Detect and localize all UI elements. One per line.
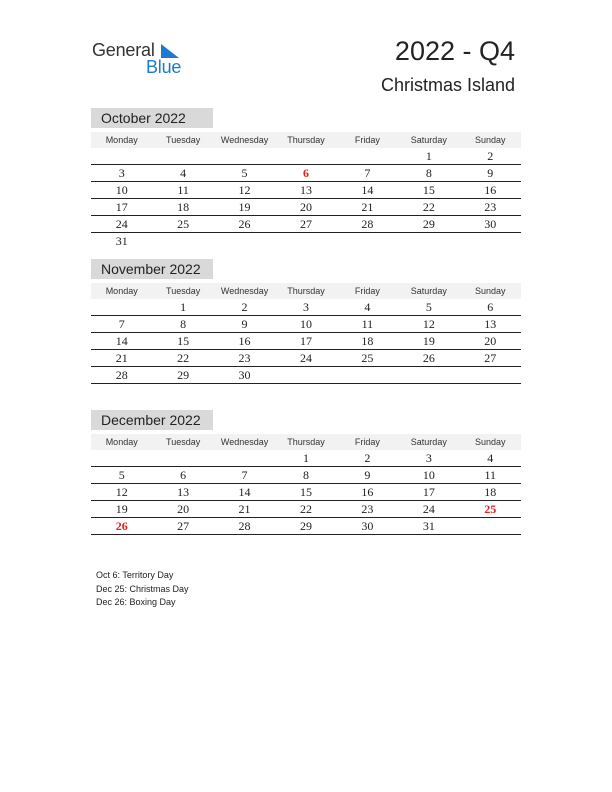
- day-cell: 2: [364, 451, 371, 465]
- day-cell: 30: [238, 368, 251, 382]
- day-cell: 25: [361, 351, 374, 365]
- day-cell: 5: [425, 300, 432, 314]
- day-cell: 7: [241, 468, 248, 482]
- week-row: [91, 333, 521, 350]
- day-cell: [152, 450, 213, 466]
- weekday-label: Saturday: [410, 135, 447, 145]
- day-cell: 8: [180, 317, 187, 331]
- day-cell: 21: [115, 351, 128, 365]
- day-cell: 18: [177, 200, 190, 214]
- week-row: [91, 299, 521, 316]
- day-cell: 27: [177, 519, 190, 533]
- day-cell: 22: [422, 200, 435, 214]
- day-cell: 14: [361, 183, 374, 197]
- day-cell: 24: [115, 217, 128, 231]
- week-row: [91, 148, 521, 165]
- day-cell: 9: [364, 468, 371, 482]
- weekday-label: Monday: [105, 286, 138, 296]
- weekday-label: Saturday: [410, 286, 447, 296]
- day-cell: [460, 233, 521, 249]
- day-cell: 26: [238, 217, 251, 231]
- weekday-label: Sunday: [474, 286, 506, 296]
- day-cell: 13: [484, 317, 497, 331]
- day-cell: 3: [302, 300, 309, 314]
- day-cell: [398, 367, 459, 383]
- weekday-label: Monday: [105, 437, 138, 447]
- day-cell: 19: [422, 334, 435, 348]
- holiday-day-cell: 25: [484, 502, 497, 516]
- weekday-header-row: [91, 283, 521, 299]
- week-row: [91, 367, 521, 384]
- day-cell: 16: [238, 334, 251, 348]
- day-cell: 29: [422, 217, 435, 231]
- logo-blue-text: Blue: [146, 57, 182, 77]
- day-cell: [337, 367, 398, 383]
- day-cell: 21: [238, 502, 251, 516]
- page-title: 2022 - Q4: [394, 36, 515, 66]
- day-cell: [152, 148, 213, 164]
- month-october: [91, 108, 521, 249]
- day-cell: 15: [422, 183, 435, 197]
- holiday-note: Dec 25: Christmas Day: [96, 583, 189, 594]
- month-december: [91, 410, 521, 535]
- day-cell: 9: [487, 166, 494, 180]
- day-cell: 24: [422, 502, 435, 516]
- day-cell: [275, 367, 336, 383]
- holiday-day-cell: 6: [302, 166, 309, 180]
- day-cell: 14: [115, 334, 128, 348]
- day-cell: 18: [361, 334, 374, 348]
- day-cell: 9: [241, 317, 248, 331]
- day-cell: 24: [299, 351, 312, 365]
- weekday-label: Friday: [354, 135, 380, 145]
- day-cell: 31: [115, 234, 128, 248]
- weekday-label: Thursday: [287, 437, 325, 447]
- week-row: [91, 501, 521, 518]
- day-cell: 27: [484, 351, 497, 365]
- day-cell: 15: [299, 485, 312, 499]
- weekday-label: Monday: [105, 135, 138, 145]
- day-cell: 10: [422, 468, 435, 482]
- day-cell: 23: [238, 351, 251, 365]
- week-row: [91, 216, 521, 233]
- weekday-label: Thursday: [287, 135, 325, 145]
- day-cell: [91, 148, 152, 164]
- day-cell: 10: [115, 183, 128, 197]
- weekday-header-row: [91, 132, 521, 148]
- brand-logo: [92, 40, 192, 80]
- week-row: [91, 316, 521, 333]
- month-header: December 2022: [91, 410, 213, 430]
- calendar-grid: [91, 434, 521, 535]
- weekday-label: Friday: [354, 286, 380, 296]
- weekday-label: Sunday: [474, 437, 506, 447]
- day-cell: 23: [361, 502, 374, 516]
- day-cell: 30: [361, 519, 374, 533]
- week-row: [91, 182, 521, 199]
- month-header: October 2022: [91, 108, 213, 128]
- day-cell: 23: [484, 200, 497, 214]
- day-cell: 27: [299, 217, 312, 231]
- day-cell: 2: [487, 149, 494, 163]
- logo-general-text: General: [92, 40, 155, 60]
- weekday-label: Wednesday: [220, 437, 269, 447]
- day-cell: 3: [118, 166, 125, 180]
- weekday-label: Sunday: [474, 135, 506, 145]
- month-november: [91, 259, 521, 384]
- day-cell: [460, 518, 521, 534]
- day-cell: 28: [238, 519, 251, 533]
- day-cell: 12: [422, 317, 435, 331]
- day-cell: 11: [361, 317, 374, 331]
- day-cell: [337, 233, 398, 249]
- day-cell: [398, 233, 459, 249]
- day-cell: 6: [487, 300, 494, 314]
- weekday-label: Thursday: [287, 286, 325, 296]
- weekday-header-row: [91, 434, 521, 450]
- week-row: [91, 467, 521, 484]
- day-cell: 25: [177, 217, 190, 231]
- day-cell: 22: [177, 351, 190, 365]
- day-cell: [214, 450, 275, 466]
- day-cell: 17: [115, 200, 128, 214]
- day-cell: 5: [118, 468, 125, 482]
- day-cell: 10: [299, 317, 312, 331]
- day-cell: 26: [422, 351, 435, 365]
- day-cell: 4: [180, 166, 187, 180]
- day-cell: [275, 233, 336, 249]
- weekday-label: Saturday: [410, 437, 447, 447]
- week-row: [91, 233, 521, 249]
- month-header: November 2022: [91, 259, 213, 279]
- week-row: [91, 350, 521, 367]
- day-cell: 4: [487, 451, 494, 465]
- holiday-day-cell: 26: [115, 519, 128, 533]
- day-cell: 7: [118, 317, 125, 331]
- weekday-label: Tuesday: [166, 286, 201, 296]
- day-cell: [275, 148, 336, 164]
- day-cell: 2: [241, 300, 248, 314]
- holiday-note: Oct 6: Territory Day: [96, 570, 174, 580]
- day-cell: 17: [299, 334, 312, 348]
- day-cell: 1: [180, 300, 187, 314]
- day-cell: 21: [361, 200, 374, 214]
- day-cell: 16: [361, 485, 374, 499]
- day-cell: 11: [484, 468, 497, 482]
- day-cell: 20: [484, 334, 497, 348]
- day-cell: 5: [241, 166, 248, 180]
- day-cell: 16: [484, 183, 497, 197]
- calendar-grid: [91, 132, 521, 249]
- weekday-label: Friday: [354, 437, 380, 447]
- day-cell: 29: [177, 368, 190, 382]
- day-cell: 8: [302, 468, 309, 482]
- day-cell: 15: [177, 334, 190, 348]
- day-cell: 11: [177, 183, 189, 197]
- week-row: [91, 518, 521, 535]
- holiday-notes: [96, 569, 189, 610]
- logo-flag-icon: [161, 44, 179, 58]
- day-cell: 12: [238, 183, 251, 197]
- day-cell: 22: [299, 502, 312, 516]
- weekday-label: Wednesday: [220, 286, 269, 296]
- day-cell: 29: [299, 519, 312, 533]
- day-cell: 14: [238, 485, 251, 499]
- day-cell: 13: [177, 485, 190, 499]
- day-cell: 12: [115, 485, 128, 499]
- day-cell: [337, 148, 398, 164]
- weekday-label: Tuesday: [166, 135, 201, 145]
- day-cell: [91, 299, 152, 315]
- day-cell: 3: [425, 451, 432, 465]
- day-cell: 28: [361, 217, 374, 231]
- day-cell: 7: [364, 166, 371, 180]
- day-cell: 1: [302, 451, 309, 465]
- week-row: [91, 484, 521, 501]
- day-cell: 20: [177, 502, 190, 516]
- day-cell: [460, 367, 521, 383]
- day-cell: [91, 450, 152, 466]
- day-cell: [214, 148, 275, 164]
- week-row: [91, 165, 521, 182]
- day-cell: 18: [484, 485, 497, 499]
- page-subtitle: Christmas Island: [380, 75, 515, 95]
- day-cell: 13: [299, 183, 312, 197]
- day-cell: 19: [238, 200, 251, 214]
- week-row: [91, 450, 521, 467]
- day-cell: [152, 233, 213, 249]
- day-cell: 28: [115, 368, 128, 382]
- weekday-label: Wednesday: [220, 135, 269, 145]
- day-cell: 19: [115, 502, 128, 516]
- weekday-label: Tuesday: [166, 437, 201, 447]
- day-cell: 8: [425, 166, 432, 180]
- day-cell: 6: [180, 468, 187, 482]
- day-cell: 17: [422, 485, 435, 499]
- holiday-note: Dec 26: Boxing Day: [96, 597, 176, 607]
- day-cell: 20: [299, 200, 312, 214]
- day-cell: 4: [364, 300, 371, 314]
- day-cell: 30: [484, 217, 497, 231]
- day-cell: [214, 233, 275, 249]
- week-row: [91, 199, 521, 216]
- day-cell: 1: [425, 149, 432, 163]
- calendar-grid: [91, 283, 521, 384]
- day-cell: 31: [422, 519, 435, 533]
